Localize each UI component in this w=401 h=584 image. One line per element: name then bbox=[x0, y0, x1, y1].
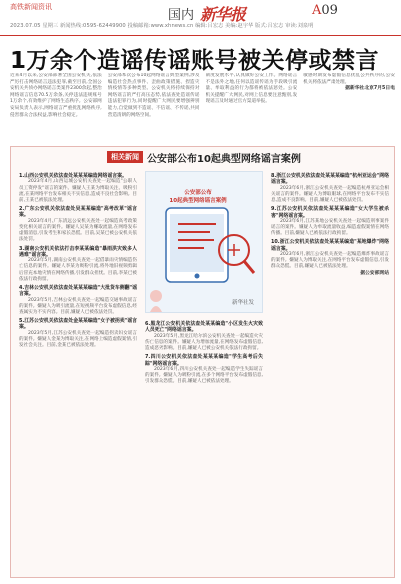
lead-column-1: 近来4月以来,公安部部署全国公安机关,依法严厉打击网络谣言违法犯罪,截至目前,全国公安机关共侦办网络谣言类案件2300余起,整治网络谣言信息70.5万余条,关停违法违规账号1万余个,有效维护了网络生态秩序。公安部网安局负责人表示,网络谣言严重扰乱网络秩序,侵害群众合法权益,影响社会稳定。 bbox=[10, 73, 102, 118]
case-body: 2023年5月,湖南公安机关查处一起借暴雨灾情编造伤亡信息的案件。嫌疑人李某为吸粉引流,将外地旧视频剪辑后冒充本地灾情在网络传播,引发群众担忧。目前,李某已被依法行政拘留。 bbox=[19, 258, 137, 282]
lead-paragraph: 敏感时期发布虚假信息扰乱公共秩序的,公安机关将依法严肃处理。 bbox=[303, 73, 395, 85]
case-heading: 3.湖南公安机关依法打击李某某编造"暴雨洪灾致多人遇难"谣言案。 bbox=[19, 245, 137, 258]
case-body: 2023年4月,广东清远公安机关查处一起编造高考政策变化相关谣言的案件。嫌疑人吴某为赚取流量,在网络发布虚假消息,引发考生和家长恐慌。目前,吴某已被公安机关依法处罚。 bbox=[19, 218, 137, 243]
page-digits: 09 bbox=[321, 3, 338, 18]
case-heading: 5.江苏公安机关依法查处金某某编造"女子被拐卖"谣言案。 bbox=[19, 318, 137, 331]
case-body: 2023年5月,吉林公安机关查处一起编造交通事故谣言的案件。嫌疑人为吸引流量,在短视频平台发布虚假信息,经查属实为不实内容。目前,嫌疑人已被依法处罚。 bbox=[19, 297, 137, 315]
case-body: 2023年6月,浙江公安机关查处一起编造爆炸事故谣言的案件。嫌疑人为博取关注,在网络平台发布虚假信息,引发群众恐慌。目前,嫌疑人已被依法处理。 bbox=[271, 252, 389, 270]
case-heading: 2.广东公安机关依法查处吴某某编造"高考改革"谣言案。 bbox=[19, 206, 137, 219]
main-headline: 1万余个造谣传谣账号被关停或禁言 bbox=[10, 48, 380, 74]
masthead bbox=[0, 0, 401, 36]
box-signature: 据公安部网站 bbox=[360, 270, 389, 276]
case-column-1 bbox=[19, 171, 137, 573]
page-number bbox=[312, 3, 338, 18]
box-header bbox=[107, 150, 301, 164]
related-news-box bbox=[10, 146, 395, 578]
case-body: 2023年6月,浙江公安机关查处一起编造杭州亚运会相关谣言的案件。嫌疑人为博取眼球,在网络平台发布不实信息,造成不良影响。目前,嫌疑人已被依法处罚。 bbox=[271, 185, 389, 203]
poster-image bbox=[145, 171, 263, 313]
case-heading: 9.江苏公安机关依法查处某某某编造"女大学生被杀害"网络谣言案。 bbox=[271, 206, 389, 219]
poster-credit: 新华社发 bbox=[231, 300, 254, 306]
case-heading: 8.浙江公安机关依法查处某某某编造"杭州亚运会"网络谣言案。 bbox=[271, 173, 389, 186]
case-heading: 4.吉林公安机关依法查处某某某编造"大批货车侧翻"谣言案。 bbox=[19, 284, 137, 298]
case-heading: 6.黑龙江公安机关依法查处某某编造"小区发生火灾致人员死亡"网络谣言案。 bbox=[145, 321, 263, 334]
case-column-2 bbox=[145, 319, 263, 573]
poster-title-line2: 10起典型网络谣言案例 bbox=[169, 198, 227, 204]
case-body: 2023年6月,江苏某地公安机关查处一起编造刑事案件谣言的案件。嫌疑人为牟取流量收益,编造虚假案情在网络传播。目前,嫌疑人已被依法行政拘留。 bbox=[271, 218, 389, 237]
case-body: 2023年6月,四川公安机关查处一起编造学生失踪谣言的案件。嫌疑人为吸粉引流,在多个网络平台发布虚假信息,引发群众恐慌。目前,嫌疑人已被依法处理。 bbox=[145, 366, 263, 385]
related-news-tag: 相关新闻 bbox=[107, 151, 143, 163]
case-body: 2023年5月,江苏公安机关查处一起编造拐卖妇女谣言的案件。嫌疑人金某为博取关注,在网络上编造虚假案情,引发社会关注。目前,金某已被依法处理。 bbox=[19, 330, 137, 349]
case-heading: 1.山西公安机关依法查处某某某编造网络谣言案。 bbox=[19, 173, 127, 179]
lead-column-2: 公安部本次公布10起网络谣言典型案例,涉及编造社会热点事件、歪曲政策措施、捏造灾情疫情等多种类型。公安机关将持续保持对网络谣言的严打高压态势,依法查处造谣传谣违法犯罪行为,同时提醒广大网民要增强辨别能力,自觉做到不造谣、不信谣、不传谣,共同营造清朗的网络空间。 bbox=[107, 73, 200, 118]
case-column-3 bbox=[271, 171, 389, 573]
info-line: 2023.07.05 星期三 新闻热线:0595-62449900 投稿邮箱:www.xhnews.cn 编辑:吕宏志 美编:赵宇华 版式:吕宏志 审读:刘泉明 bbox=[10, 23, 314, 29]
lead-article bbox=[10, 73, 395, 145]
paper-logo: 新华报 bbox=[200, 5, 246, 24]
page-letter: A bbox=[312, 3, 322, 18]
brand-label: 高铁新闻资讯 bbox=[10, 3, 52, 11]
case-body: 2023年4月,山西运城公安机关查处一起编造"公职人员工资停发"谣言的案件。嫌疑人王某为博取关注、吸粉引流,在某网络平台发布相关不实信息,造成不良社会影响。目前,王某已被依法处理。 bbox=[19, 179, 137, 203]
case-body: 2023年5月,黑龙江哈尔滨公安机关查处一起编造火灾伤亡信息的案件。嫌疑人为增加流量,在网络发布虚假信息,造成恶劣影响。目前,嫌疑人已被公安机关依法行政拘留。 bbox=[145, 333, 263, 351]
box-title: 公安部公布10起典型网络谣言案例 bbox=[147, 153, 301, 165]
case-heading: 7.四川公安机关依法查处某某某编造"学生高考后失踪"网络谣言案。 bbox=[145, 354, 263, 367]
case-heading: 10.浙江公安机关依法查处某某某编造"某地爆炸"网络谣言案。 bbox=[271, 239, 389, 252]
section-name: 国内 bbox=[168, 8, 195, 23]
poster-title-line1: 公安部公布 bbox=[184, 190, 212, 196]
lead-signature: 据新华社北京7月5日电 bbox=[345, 86, 395, 92]
lead-column-4 bbox=[303, 73, 395, 145]
lead-column-3: 制度发展水平,认真做好公安工作。网络谣言不是法外之地,任何以造谣传谣为手段吸引流量、牟取利益的行为都将被依法惩处。公安机关提醒广大网民,对网上信息要注意甄别,发现谣言及时通过官方渠道举报。 bbox=[205, 73, 298, 105]
